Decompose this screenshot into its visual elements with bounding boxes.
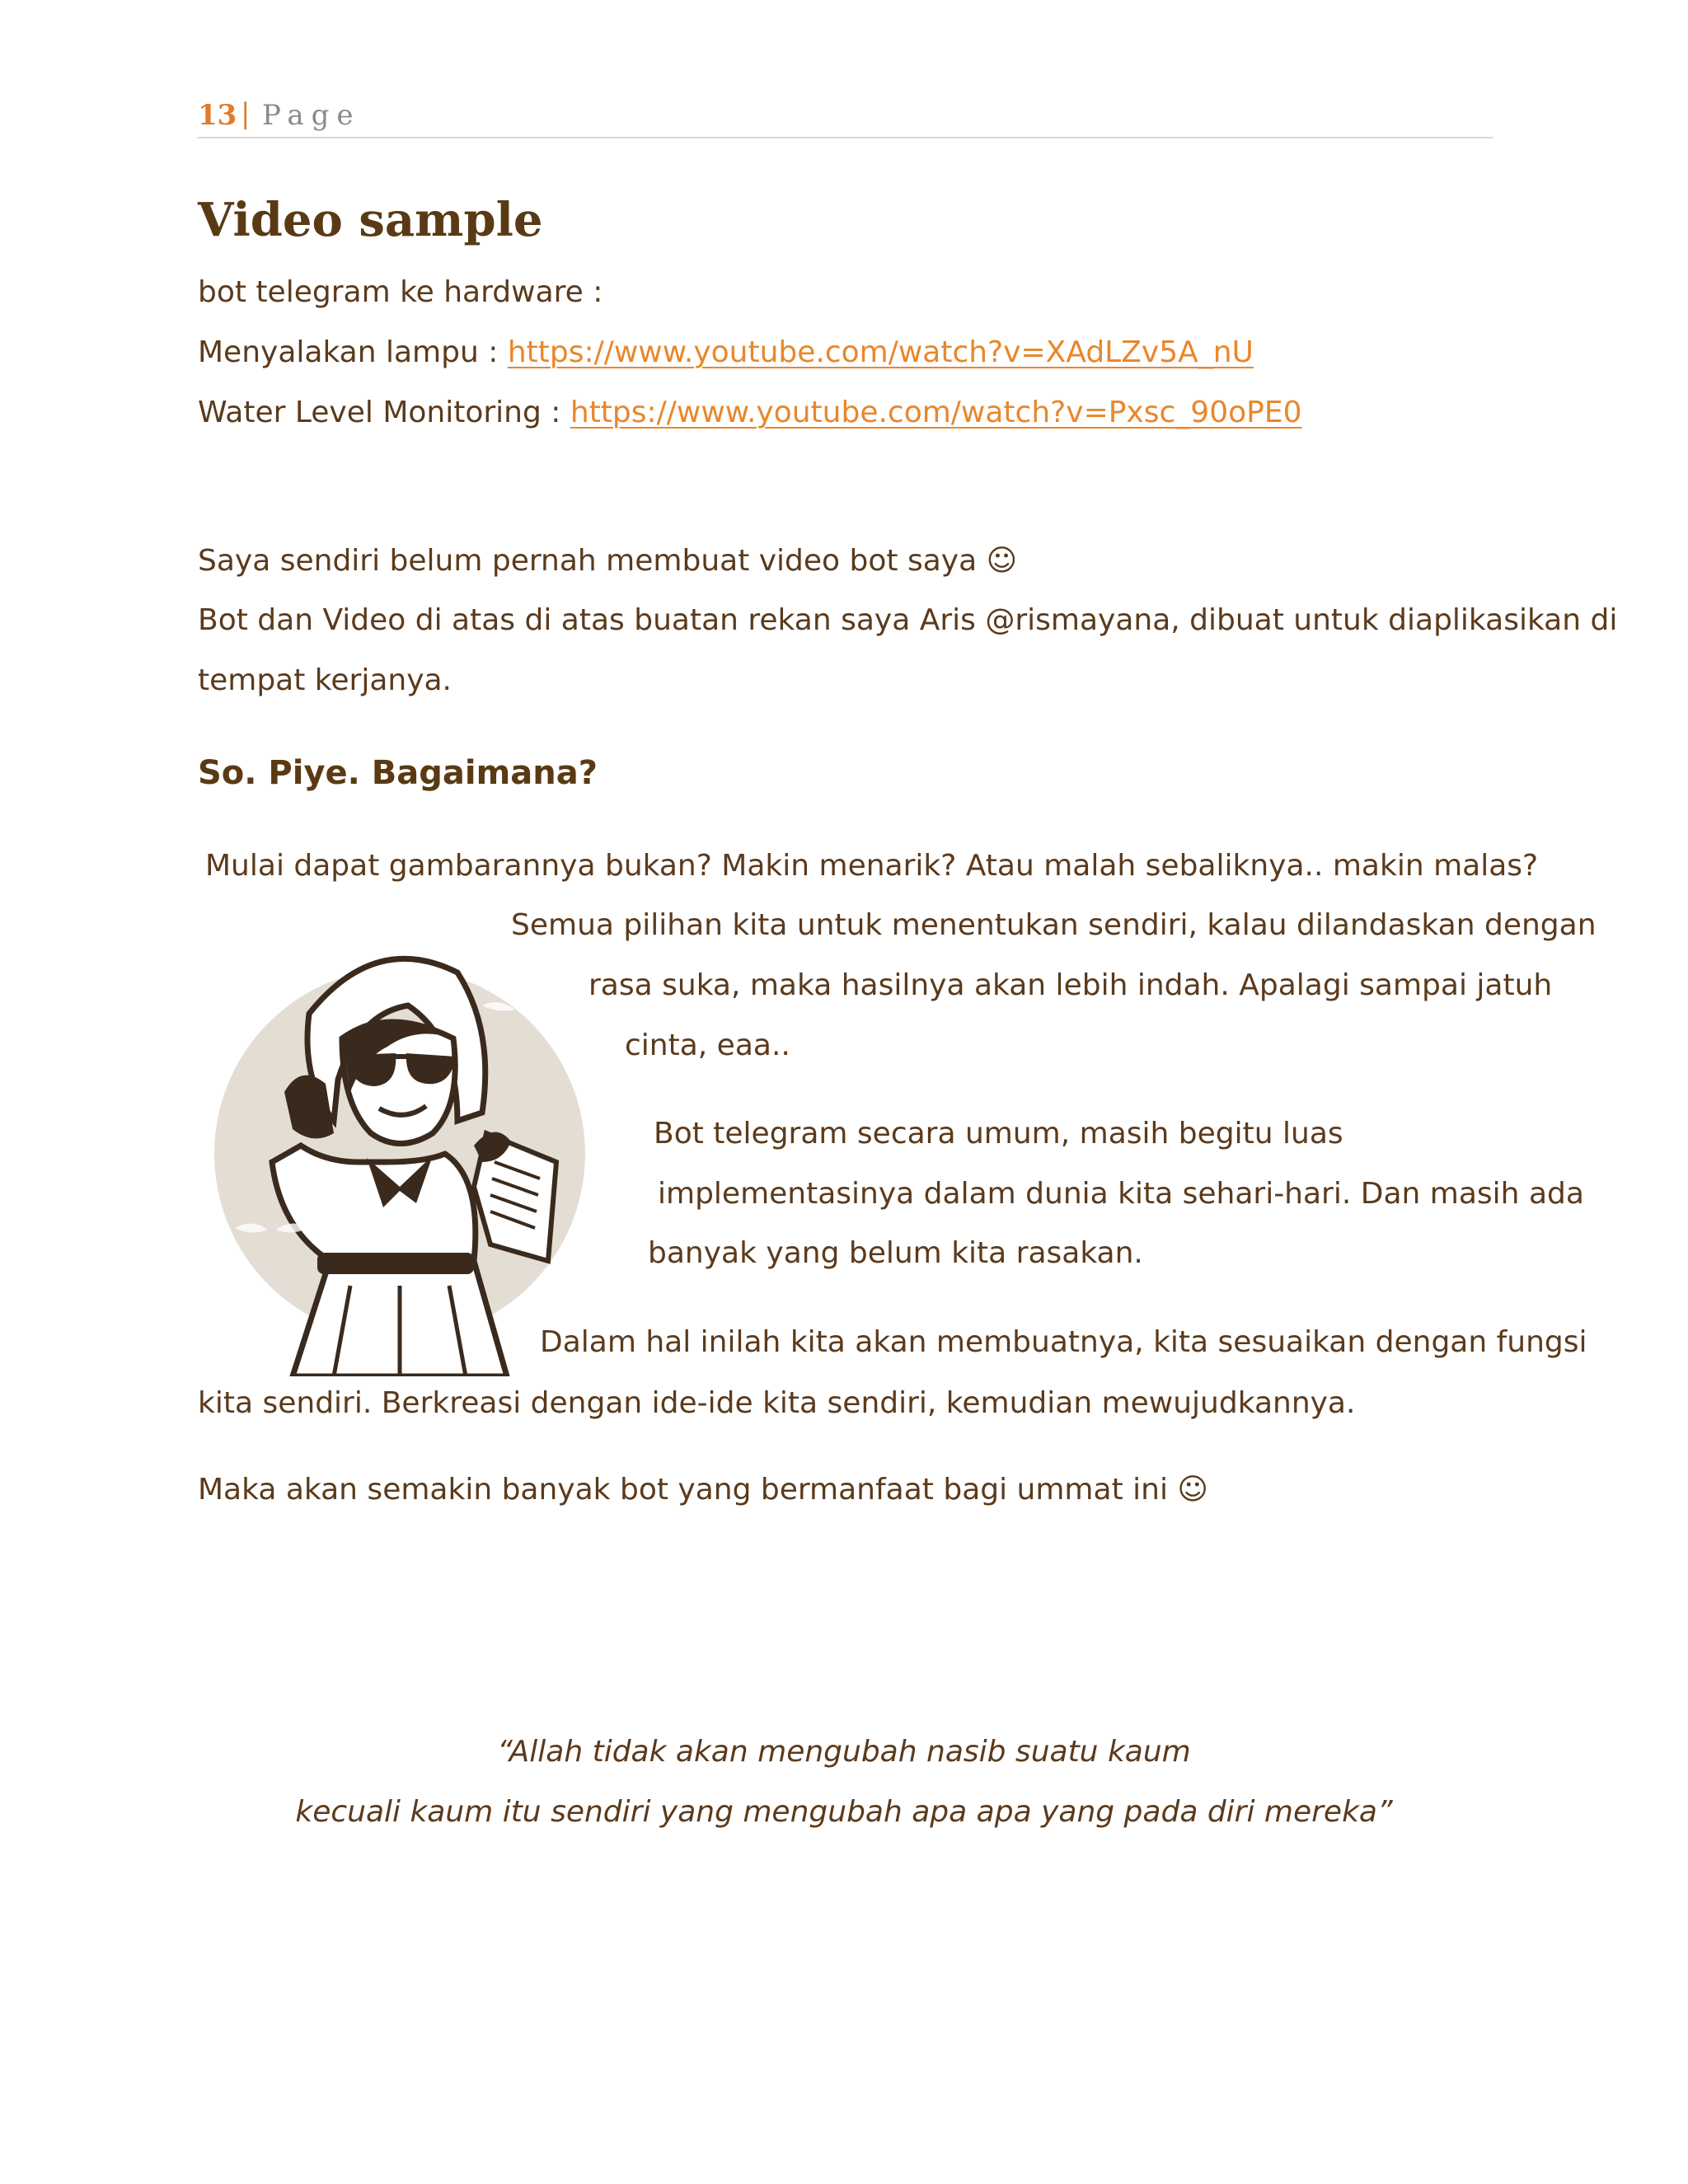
quote-line: kecuali kaum itu sendiri yang mengubah apa apa yang pada diri mereka” [295,1795,1393,1829]
link-line-lampu [198,334,1254,371]
youtube-link-water-level[interactable]: https://www.youtube.com/watch?v=Pxsc_90oPE0 [570,396,1302,429]
paragraph-line: tempat kerjanya. [198,663,452,697]
paragraph-line: Dalam hal inilah kita akan membuatnya, kita sesuaikan dengan fungsi [540,1325,1587,1359]
page-number: 13 [198,99,237,132]
paragraph-line: kita sendiri. Berkreasi dengan ide-ide kita sendiri, kemudian mewujudkannya. [198,1386,1356,1420]
paragraph-line: Saya sendiri belum pernah membuat video bot saya ☺ [198,544,1018,578]
paragraph-line: Bot telegram secara umum, masih begitu luas [654,1117,1343,1151]
intro-line: bot telegram ke hardware : [198,275,603,309]
page-label: Page [262,99,361,132]
page-header [198,96,1493,138]
link-label: Menyalakan lampu : [198,335,508,369]
paragraph-line: Mulai dapat gambarannya bukan? Makin menarik? Atau malah sebaliknya.. makin malas? [205,849,1539,883]
paragraph-line: cinta, eaa.. [625,1029,790,1062]
link-line-water-level [198,394,1301,431]
paragraph-line: rasa suka, maka hasilnya akan lebih indah. Apalagi sampai jatuh [588,968,1553,1002]
paragraph-line: Maka akan semakin banyak bot yang bermanfaat bagi ummat ini ☺ [198,1473,1208,1507]
paragraph-line: Bot dan Video di atas di atas buatan rekan saya Aris @rismayana, dibuat untuk diaplikasikan di [198,603,1618,637]
link-label: Water Level Monitoring : [198,396,570,429]
subheading: So. Piye. Bagaimana? [198,754,598,792]
page-separator: | [241,97,251,130]
section-heading: Video sample [198,193,543,247]
youtube-link-lampu[interactable]: https://www.youtube.com/watch?v=XAdLZv5A_nU [507,335,1254,369]
quote-line: “Allah tidak akan mengubah nasib suatu kaum [497,1735,1191,1769]
paragraph-line: implementasinya dalam dunia kita sehari-hari. Dan masih ada [658,1177,1584,1211]
paragraph-line: banyak yang belum kita rasakan. [648,1236,1143,1270]
paragraph-line: Semua pilihan kita untuk menentukan sendiri, kalau dilandaskan dengan [511,908,1597,942]
